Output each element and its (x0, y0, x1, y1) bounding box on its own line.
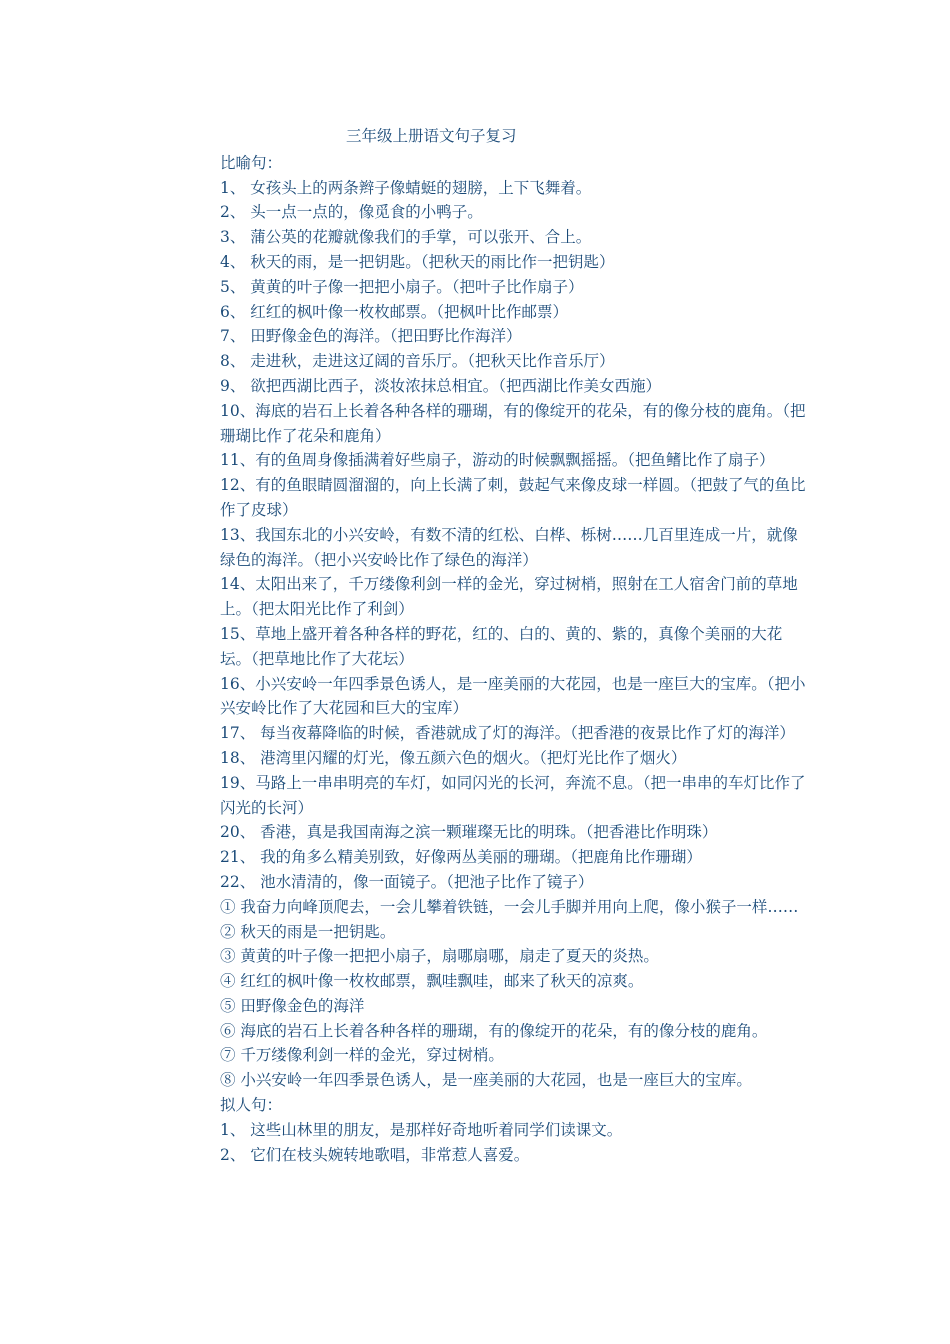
circled-item: ③ 黄黄的叶子像一把把小扇子，扇哪扇哪，扇走了夏天的炎热。 (220, 947, 659, 966)
circled-item: ④ 红红的枫叶像一枚枚邮票，飘哇飘哇，邮来了秋天的凉爽。 (220, 972, 644, 991)
circled-item: ⑥ 海底的岩石上长着各种各样的珊瑚，有的像绽开的花朵，有的像分枝的鹿角。 (220, 1021, 768, 1040)
section-heading-personification: 拟人句： (220, 1096, 283, 1115)
simile-item: 2、 头一点一点的，像觅食的小鸭子。 (220, 203, 483, 222)
simile-item: 10、海底的岩石上长着各种各样的珊瑚，有的像绽开的花朵，有的像分枝的鹿角。（把珊瑚比作了花朵和鹿角） (220, 401, 806, 445)
simile-item: 3、 蒲公英的花瓣就像我们的手掌，可以张开、合上。 (220, 228, 592, 247)
simile-item: 9、 欲把西湖比西子，淡妆浓抹总相宜。（把西湖比作美女西施） (220, 376, 662, 395)
simile-item: 15、草地上盛开着各种各样的野花，红的、白的、黄的、紫的，真像个美丽的大花坛。（把草地比作了大花坛） (220, 624, 783, 668)
simile-item: 5、 黄黄的叶子像一把把小扇子。（把叶子比作扇子） (220, 277, 584, 296)
simile-item: 6、 红红的枫叶像一枚枚邮票。（把枫叶比作邮票） (220, 302, 569, 321)
page-title: 三年级上册语文句子复习 (346, 127, 517, 145)
circled-item: ② 秋天的雨是一把钥匙。 (220, 922, 396, 941)
simile-list (220, 176, 810, 895)
simile-item: 7、 田野像金色的海洋。（把田野比作海洋） (220, 327, 522, 346)
personification-list (220, 1118, 810, 1168)
section-heading-simile: 比喻句： (220, 153, 283, 172)
simile-item: 16、小兴安岭一年四季景色诱人，是一座美丽的大花园，也是一座巨大的宝库。（把小兴安岭比作了大花园和巨大的宝库） (220, 674, 806, 718)
simile-item: 13、我国东北的小兴安岭，有数不清的红松、白桦、栎树……几百里连成一片，就像绿色的海洋。（把小兴安岭比作了绿色的海洋） (220, 525, 798, 569)
simile-item: 17、 每当夜幕降临的时候，香港就成了灯的海洋。（把香港的夜景比作了灯的海洋） (220, 724, 795, 743)
circled-item: ⑧ 小兴安岭一年四季景色诱人，是一座美丽的大花园，也是一座巨大的宝库。 (220, 1071, 752, 1090)
simile-item: 8、 走进秋，走进这辽阔的音乐厅。（把秋天比作音乐厅） (220, 352, 615, 371)
simile-item: 21、 我的角多么精美别致，好像两丛美丽的珊瑚。（把鹿角比作珊瑚） (220, 848, 702, 867)
simile-item: 12、有的鱼眼睛圆溜溜的，向上长满了刺，鼓起气来像皮球一样圆。（把鼓了气的鱼比作了皮球） (220, 476, 806, 519)
personification-item: 1、 这些山林里的朋友，是那样好奇地听着同学们读课文。 (220, 1120, 623, 1139)
personification-item: 2、 它们在枝头婉转地歌唱，非常惹人喜爱。 (220, 1145, 530, 1164)
simile-item: 4、 秋天的雨，是一把钥匙。（把秋天的雨比作一把钥匙） (220, 252, 615, 271)
circled-item: ⑤ 田野像金色的海洋 (220, 996, 365, 1015)
simile-item: 19、马路上一串串明亮的车灯，如同闪光的长河，奔流不息。（把一串串的车灯比作了闪光的长河） (220, 773, 806, 817)
circled-item: ⑦ 千万缕像利剑一样的金光，穿过树梢。 (220, 1046, 504, 1065)
simile-item: 22、 池水清清的，像一面镜子。（把池子比作了镜子） (220, 872, 594, 891)
simile-item: 14、太阳出来了，千万缕像利剑一样的金光，穿过树梢，照射在工人宿舍门前的草地上。（把太阳光比作了利剑） (220, 575, 798, 619)
simile-item: 11、有的鱼周身像插满着好些扇子，游动的时候飘飘摇摇。（把鱼鳍比作了扇子） (220, 451, 775, 470)
simile-item: 18、 港湾里闪耀的灯光，像五颜六色的烟火。（把灯光比作了烟火） (220, 748, 687, 767)
simile-item: 20、 香港，真是我国南海之滨一颗璀璨无比的明珠。（把香港比作明珠） (220, 823, 718, 842)
circled-item: ① 我奋力向峰顶爬去，一会儿攀着铁链，一会儿手脚并用向上爬，像小猴子一样…… (220, 897, 799, 916)
simile-item: 1、 女孩头上的两条辫子像蜻蜓的翅膀，上下飞舞着。 (220, 178, 592, 197)
circled-list (220, 895, 810, 1093)
document-content (220, 124, 810, 1167)
